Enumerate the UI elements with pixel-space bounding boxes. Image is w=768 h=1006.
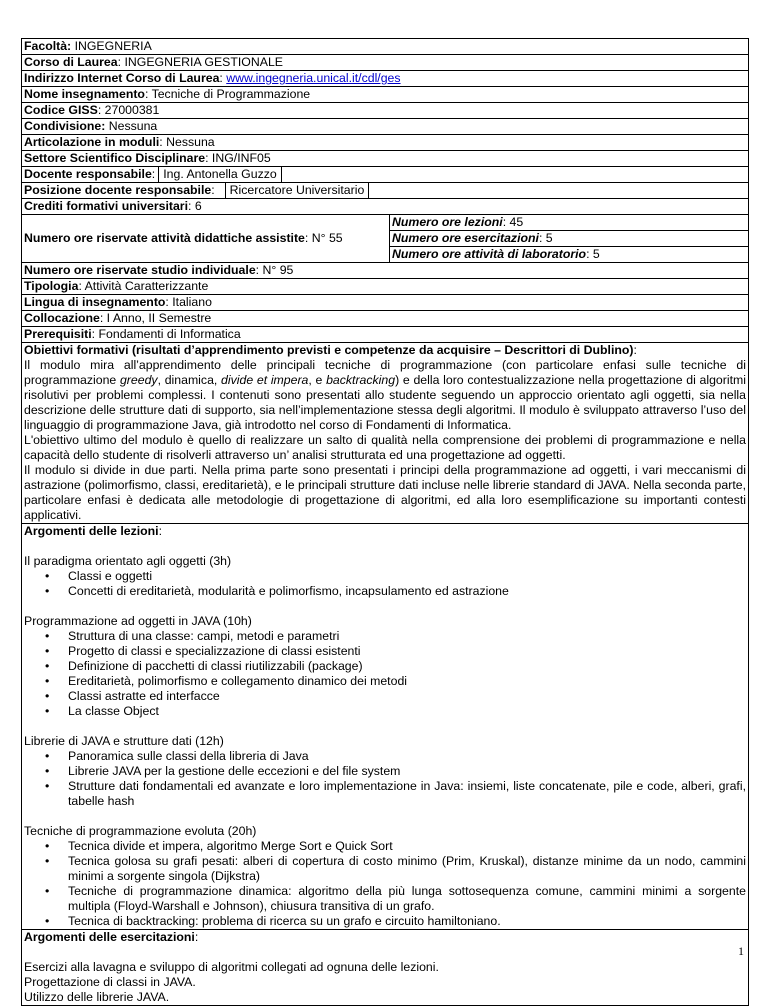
esercitazioni-line: Esercizi alla lavagna e sviluppo di algoritmi collegati ad ognuna delle lezioni. [24,960,439,974]
list-item: • Panoramica sulle classi della libreria di Java [68,749,746,764]
topic-title: Programmazione ad oggetti in JAVA (10h) [24,614,252,628]
page-number: 1 [738,944,744,958]
topic-list [24,749,746,809]
field-studio: Numero ore riservate studio individuale: N° 95 [22,263,748,279]
field-ore-lezioni: Numero ore lezioni: 45 [390,215,748,231]
field-lingua: Lingua di insegnamento: Italiano [22,295,748,311]
esercitazioni-line: Progettazione di classi in JAVA. [24,975,196,989]
list-item: • Librerie JAVA per la gestione delle eccezioni e del file system [68,764,746,779]
topic-list [24,569,746,599]
list-item: • Tecnica golosa su grafi pesati: alberi di copertura di costo minimo (Prim, Kruskal), distanze minime da un nodo, cammini minimi a sorgente singola (Dijkstra) [68,854,746,884]
list-item: • La classe Object [68,704,746,719]
field-corso: Corso di Laurea: INGEGNERIA GESTIONALE [22,55,748,71]
field-condivisione: Condivisione: Nessuna [22,119,748,135]
field-tipologia: Tipologia: Attività Caratterizzante [22,279,748,295]
lezioni-section [22,524,748,930]
lezioni-topic-2 [24,614,746,719]
field-insegnamento: Nome insegnamento: Tecniche di Programmazione [22,87,748,103]
field-posizione: Posizione docente responsabile: Ricercatore Universitario [22,183,748,199]
list-item: • Definizione di pacchetti di classi riutilizzabili (package) [68,659,746,674]
course-sheet [21,38,749,1006]
field-articolazione: Articolazione in moduli: Nessuna [22,135,748,151]
list-item: • Struttura di una classe: campi, metodi e parametri [68,629,746,644]
list-item: • Classi astratte ed interfacce [68,689,746,704]
field-ore-esercitazioni: Numero ore esercitazioni: 5 [390,231,748,247]
obiettivi-paragraph-3: Il modulo si divide in due parti. Nella prima parte sono presentati i principi della programmazione ad oggetti, i vari meccanismi di astrazione (polimorfismo, classi, ereditarietà), e le principali strutture dati incluse nelle librerie standard di JAVA. Nella seconda parte, particolare enfasi è dedicata alle metodologie di progettazione di algoritmi, ed alla loro esemplificazione su importanti contesti applicativi. [24,463,746,522]
topic-title: Librerie di JAVA e strutture dati (12h) [24,734,224,748]
topic-list [24,629,746,719]
list-item: • Strutture dati fondamentali ed avanzate e loro implementazione in Java: insiemi, liste concatenate, pile e code, alberi, grafi, tabelle hash [68,779,746,809]
lezioni-heading: Argomenti delle lezioni: [24,524,163,538]
field-docente: Docente responsabile: Ing. Antonella Guzzo [22,167,748,183]
list-item: • Concetti di ereditarietà, modularità e polimorfismo, incapsulamento ed astrazione [68,584,746,599]
obiettivi-paragraph-2: L'obiettivo ultimo del modulo è quello di realizzare un salto di qualità nella comprensione dei problemi di programmazione e nella capacità dello studente di risolverli attraverso un’ analisi strutturata ed una progettazione ad oggetti. [24,433,746,462]
list-item: • Tecnica di backtracking: problema di ricerca su un grafo e circuito hamiltoniano. [68,914,746,929]
topic-title: Il paradigma orientato agli oggetti (3h) [24,554,232,568]
field-ore-laboratorio: Numero ore attività di laboratorio: 5 [392,247,600,261]
field-ore-assistite: Numero ore riservate attività didattiche assistite: N° 55 Numero ore lezioni: 45 Numero ore esercitazioni: 5 Numero ore attività di laboratorio: 5 [22,215,748,263]
lezioni-topic-4 [24,824,746,929]
topic-title: Tecniche di programmazione evoluta (20h) [24,824,257,838]
list-item: • Tecniche di programmazione dinamica: algoritmo della più lunga sottosequenza comune, cammini minimi a sorgente multipla (Floyd-Warshall e Johnson), chiusura transitiva di un grafo. [68,884,746,914]
list-item: • Ereditarietà, polimorfismo e collegamento dinamico dei metodi [68,674,746,689]
lezioni-topic-1 [24,554,746,599]
field-prerequisiti: Prerequisiti: Fondamenti di Informatica [22,327,748,343]
course-website-link[interactable]: www.ingegneria.unical.it/cdl/ges [226,71,401,85]
obiettivi-section [22,343,748,524]
field-facolta: Facoltà: INGEGNERIA [22,39,748,55]
obiettivi-paragraph-1: Il modulo mira all’apprendimento delle principali tecniche di programmazione (con particolare enfasi sulle tecniche di programmazione greedy, dinamica, divide et impera, e backtracking) e della loro contestualizzazione nella progettazione di algoritmi risolutivi per problemi complessi. I contenuti sono presentati allo studente seguendo un approccio orientato agli oggetti, sia nella descrizione delle strutture dati di supporto, sia nell’implementazione stessa degli algoritmi. Il modulo è sviluppato attraverso l’uso del linguaggio di programmazione Java, già introdotto nel corso di Fondamenti di Informatica. [24,358,746,432]
field-collocazione: Collocazione: I Anno, II Semestre [22,311,748,327]
field-settore: Settore Scientifico Disciplinare: ING/INF05 [22,151,748,167]
lezioni-topic-3 [24,734,746,809]
topic-list [24,839,746,929]
list-item: • Tecnica divide et impera, algoritmo Merge Sort e Quick Sort [68,839,746,854]
field-indirizzo: Indirizzo Internet Corso di Laurea: www.ingegneria.unical.it/cdl/ges [22,71,748,87]
field-giss: Codice GISS: 27000381 [22,103,748,119]
field-crediti: Crediti formativi universitari: 6 [22,199,748,215]
list-item: • Classi e oggetti [68,569,746,584]
obiettivi-heading: Obiettivi formativi (risultati d’apprendimento previsti e competenze da acquisire – Descrittori di Dublino): [24,343,637,357]
list-item: • Progetto di classi e specializzazione di classi esistenti [68,644,746,659]
esercitazioni-line: Utilizzo delle librerie JAVA. [24,990,170,1004]
esercitazioni-heading: Argomenti delle esercitazioni: [24,930,199,944]
